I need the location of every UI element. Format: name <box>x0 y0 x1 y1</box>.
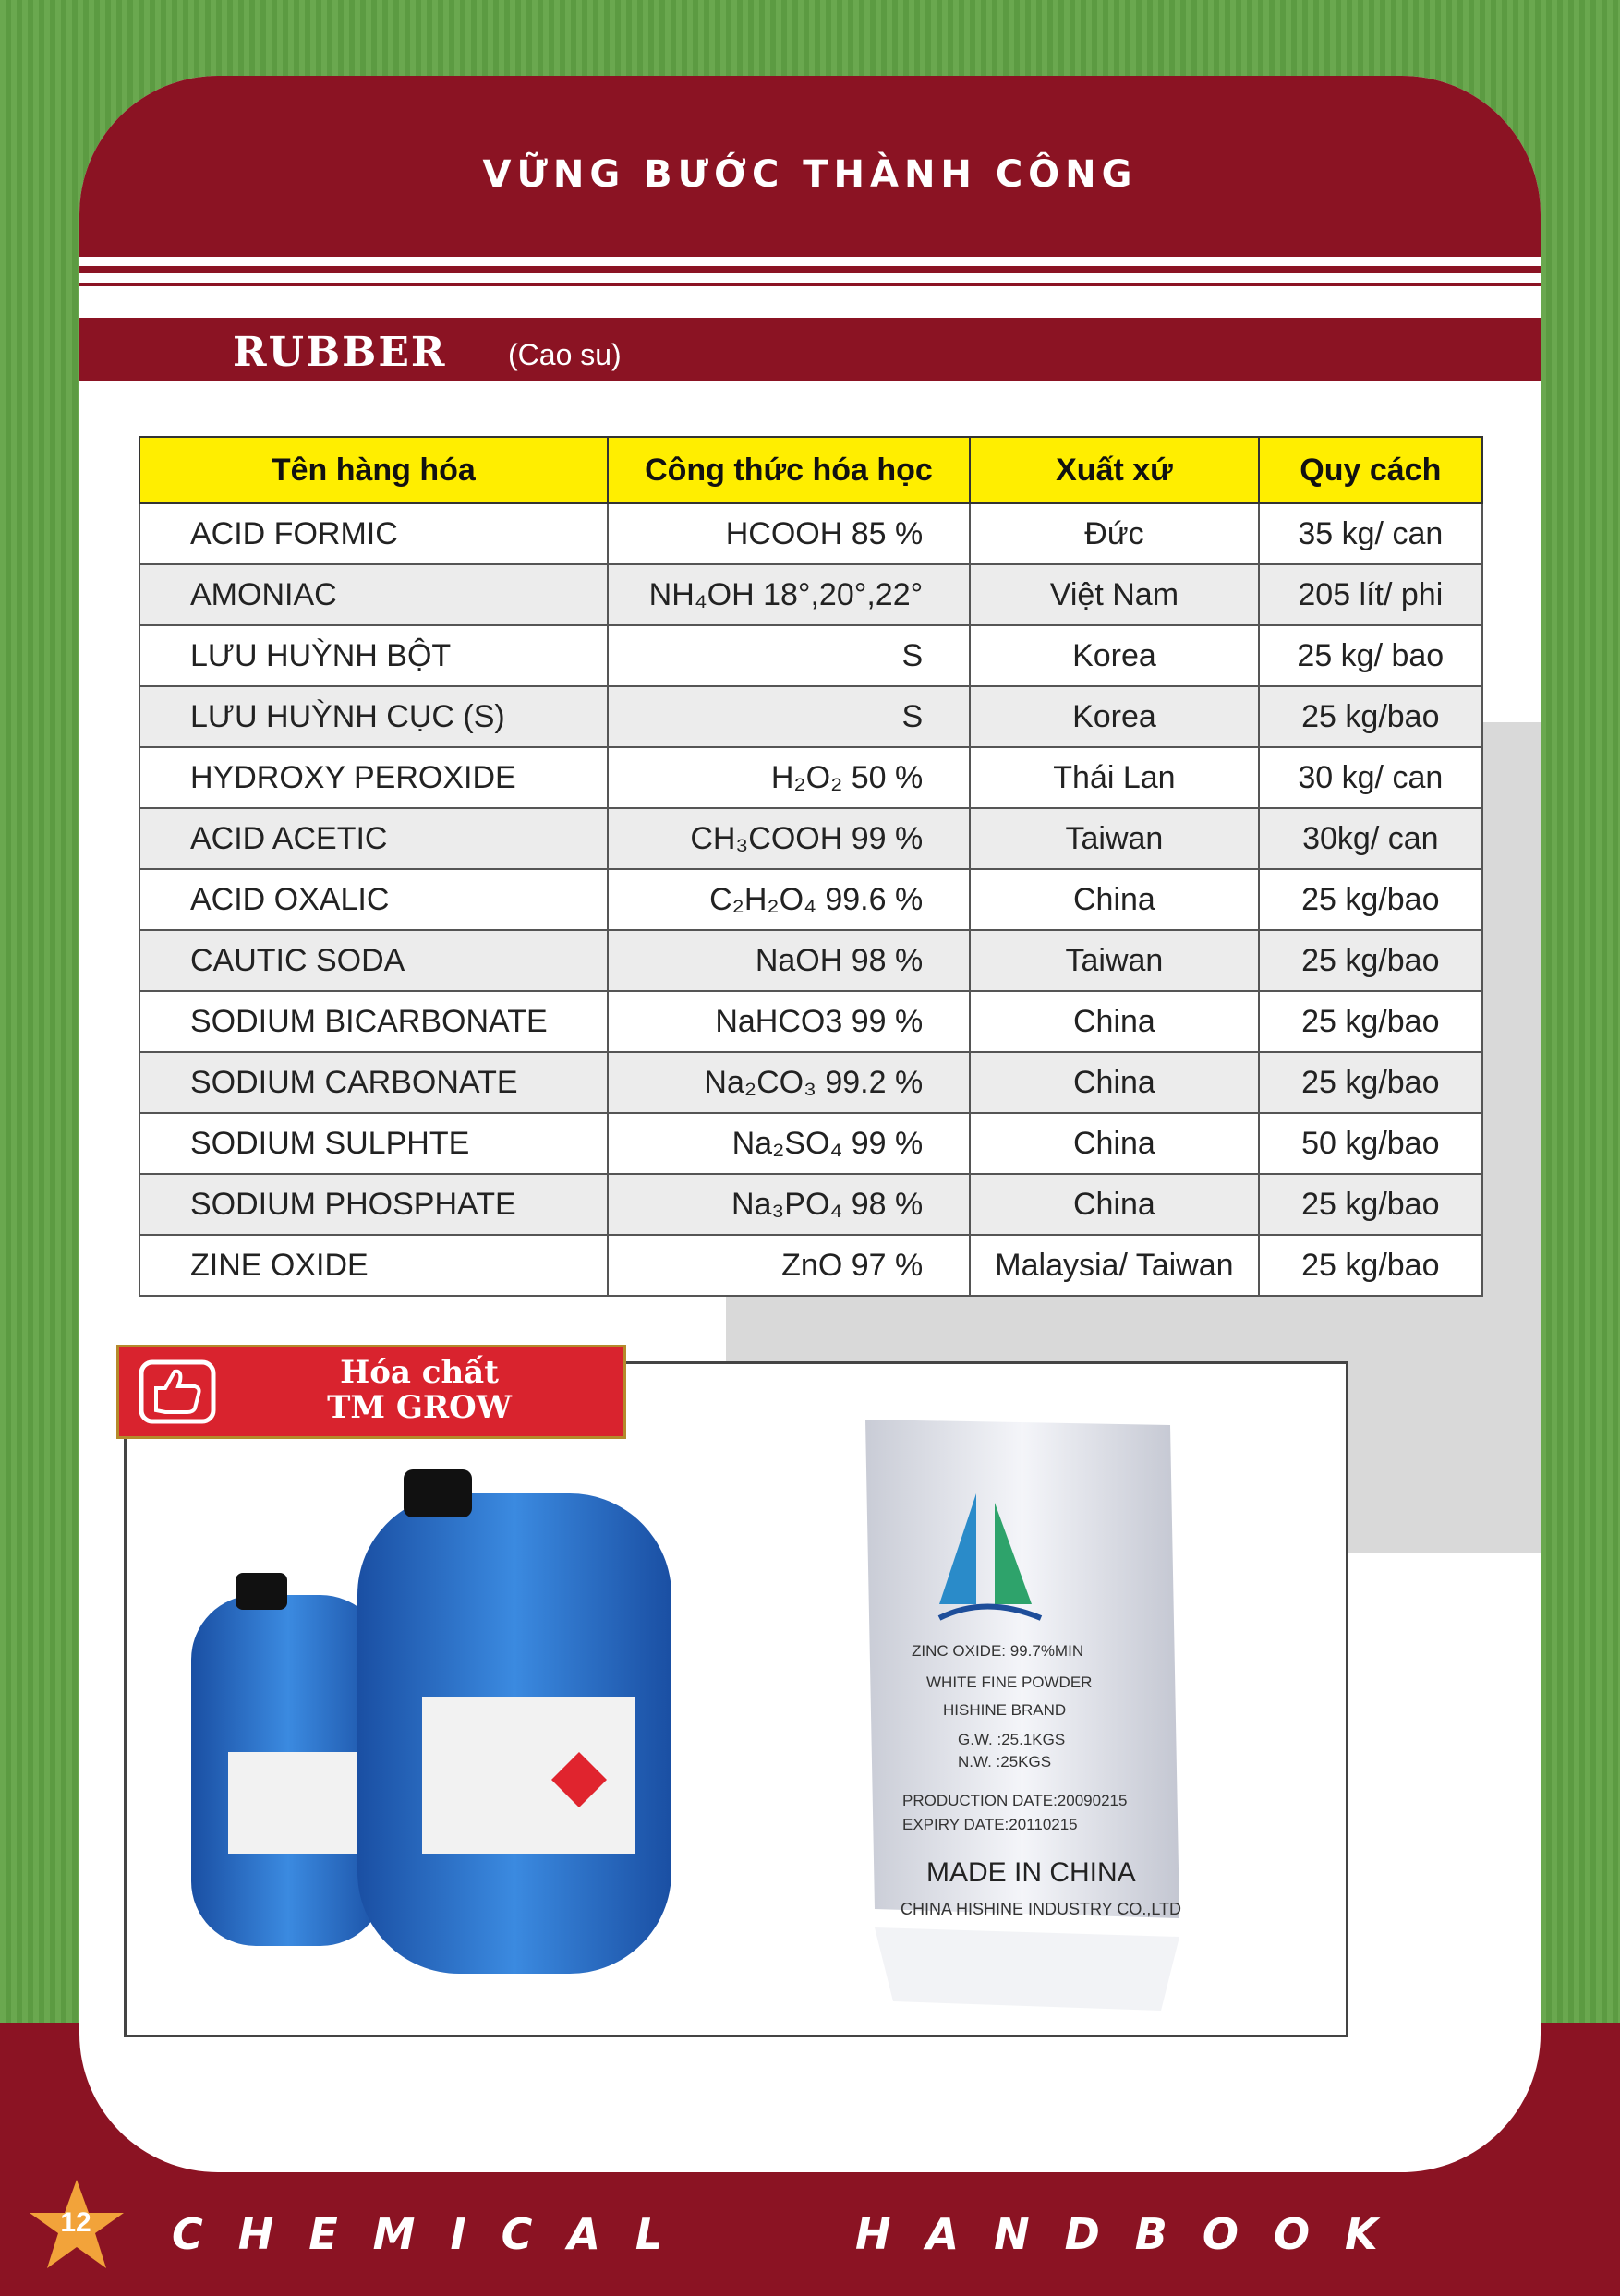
cell-name: HYDROXY PEROXIDE <box>139 747 608 808</box>
bag-label-7: EXPIRY DATE:20110215 <box>902 1816 1078 1833</box>
cell-formula: HCOOH 85 % <box>608 503 971 564</box>
cell-formula: CH₃COOH 99 % <box>608 808 971 869</box>
section-subtitle: (Cao su) <box>508 338 622 371</box>
table-row <box>139 686 1482 747</box>
bag-label-5: N.W. :25KGS <box>958 1753 1052 1770</box>
cell-origin: Thái Lan <box>970 747 1258 808</box>
cell-formula: C₂H₂O₄ 99.6 % <box>608 869 971 930</box>
cell-spec: 25 kg/bao <box>1259 1052 1482 1113</box>
cell-origin: Việt Nam <box>970 564 1258 625</box>
table-row <box>139 1174 1482 1235</box>
bag-label-1: ZINC OXIDE: 99.7%MIN <box>912 1642 1084 1660</box>
cell-spec: 25 kg/ bao <box>1259 625 1482 686</box>
cell-name: SODIUM BICARBONATE <box>139 991 608 1052</box>
zinc-oxide-bag <box>865 1420 1181 2011</box>
cell-formula: Na₃PO₄ 98 % <box>608 1174 971 1235</box>
large-container <box>357 1469 671 1974</box>
table-row <box>139 503 1482 564</box>
table-row <box>139 991 1482 1052</box>
bag-label-3: HISHINE BRAND <box>943 1701 1067 1719</box>
cell-spec: 35 kg/ can <box>1259 503 1482 564</box>
cell-spec: 25 kg/bao <box>1259 991 1482 1052</box>
table-row <box>139 1052 1482 1113</box>
page-number: 12 <box>60 2207 91 2238</box>
cell-formula: NaOH 98 % <box>608 930 971 991</box>
cell-formula: Na₂CO₃ 99.2 % <box>608 1052 971 1113</box>
header-title: VỮNG BƯỚC THÀNH CÔNG <box>482 153 1138 196</box>
table-header-row <box>139 437 1482 503</box>
bag-label-6: PRODUCTION DATE:20090215 <box>902 1792 1128 1809</box>
cell-spec: 25 kg/bao <box>1259 930 1482 991</box>
footer-right-word: HANDBOOK <box>855 2209 1413 2259</box>
table-row <box>139 930 1482 991</box>
bag-label-8: MADE IN CHINA <box>926 1857 1136 1888</box>
bag-label-9: CHINA HISHINE INDUSTRY CO.,LTD <box>901 1900 1182 1918</box>
badge-text <box>239 1355 599 1425</box>
cell-name: LƯU HUỲNH BỘT <box>139 625 608 686</box>
header-stripe <box>79 266 1541 273</box>
cell-origin: China <box>970 1113 1258 1174</box>
cell-origin: Korea <box>970 625 1258 686</box>
cell-origin: Korea <box>970 686 1258 747</box>
cell-name: AMONIAC <box>139 564 608 625</box>
bag-label-2: WHITE FINE POWDER <box>926 1674 1093 1691</box>
cell-name: ACID FORMIC <box>139 503 608 564</box>
brand-badge <box>116 1345 626 1439</box>
header-origin: Xuất xứ <box>970 437 1258 503</box>
cell-spec: 30 kg/ can <box>1259 747 1482 808</box>
small-container <box>191 1573 385 1946</box>
table-row <box>139 1113 1482 1174</box>
header-name: Tên hàng hóa <box>139 437 608 503</box>
badge-line-2: TM GROW <box>327 1389 512 1426</box>
product-photo-frame <box>124 1361 1348 2037</box>
cell-name: ACID OXALIC <box>139 869 608 930</box>
cell-origin: China <box>970 991 1258 1052</box>
cell-spec: 50 kg/bao <box>1259 1113 1482 1174</box>
cell-name: ACID ACETIC <box>139 808 608 869</box>
table-row <box>139 564 1482 625</box>
cell-name: SODIUM PHOSPHATE <box>139 1174 608 1235</box>
cell-name: CAUTIC SODA <box>139 930 608 991</box>
cell-spec: 30kg/ can <box>1259 808 1482 869</box>
cell-origin: China <box>970 1174 1258 1235</box>
products-table <box>139 436 1483 1297</box>
thumbs-up-icon <box>136 1357 219 1427</box>
cell-origin: Taiwan <box>970 808 1258 869</box>
cell-formula: NH₄OH 18°,20°,22° <box>608 564 971 625</box>
cell-spec: 25 kg/bao <box>1259 1174 1482 1235</box>
table-row <box>139 625 1482 686</box>
product-photo <box>127 1364 1346 2035</box>
cell-spec: 25 kg/bao <box>1259 1235 1482 1296</box>
section-title: RUBBER <box>233 329 447 376</box>
cell-spec: 25 kg/bao <box>1259 869 1482 930</box>
cell-formula: Na₂SO₄ 99 % <box>608 1113 971 1174</box>
cell-spec: 25 kg/bao <box>1259 686 1482 747</box>
cell-origin: China <box>970 1052 1258 1113</box>
cell-formula: H₂O₂ 50 % <box>608 747 971 808</box>
table-row <box>139 808 1482 869</box>
bag-label-4: G.W. :25.1KGS <box>958 1731 1066 1748</box>
cell-formula: ZnO 97 % <box>608 1235 971 1296</box>
table-row <box>139 869 1482 930</box>
cell-spec: 205 lít/ phi <box>1259 564 1482 625</box>
cell-origin: Đức <box>970 503 1258 564</box>
table-row <box>139 747 1482 808</box>
table-row <box>139 1235 1482 1296</box>
cell-formula: S <box>608 625 971 686</box>
cell-origin: Taiwan <box>970 930 1258 991</box>
cell-name: SODIUM SULPHTE <box>139 1113 608 1174</box>
badge-line-1: Hóa chất <box>340 1354 499 1391</box>
cell-name: LƯU HUỲNH CỤC (S) <box>139 686 608 747</box>
header-stripe-thin <box>79 283 1541 286</box>
header-formula: Công thức hóa học <box>608 437 971 503</box>
header-spec: Quy cách <box>1259 437 1482 503</box>
cell-formula: NaHCO3 99 % <box>608 991 971 1052</box>
footer-left-word: CHEMICAL <box>172 2209 698 2259</box>
cell-origin: China <box>970 869 1258 930</box>
cell-formula: S <box>608 686 971 747</box>
cell-name: ZINE OXIDE <box>139 1235 608 1296</box>
cell-origin: Malaysia/ Taiwan <box>970 1235 1258 1296</box>
cell-name: SODIUM CARBONATE <box>139 1052 608 1113</box>
